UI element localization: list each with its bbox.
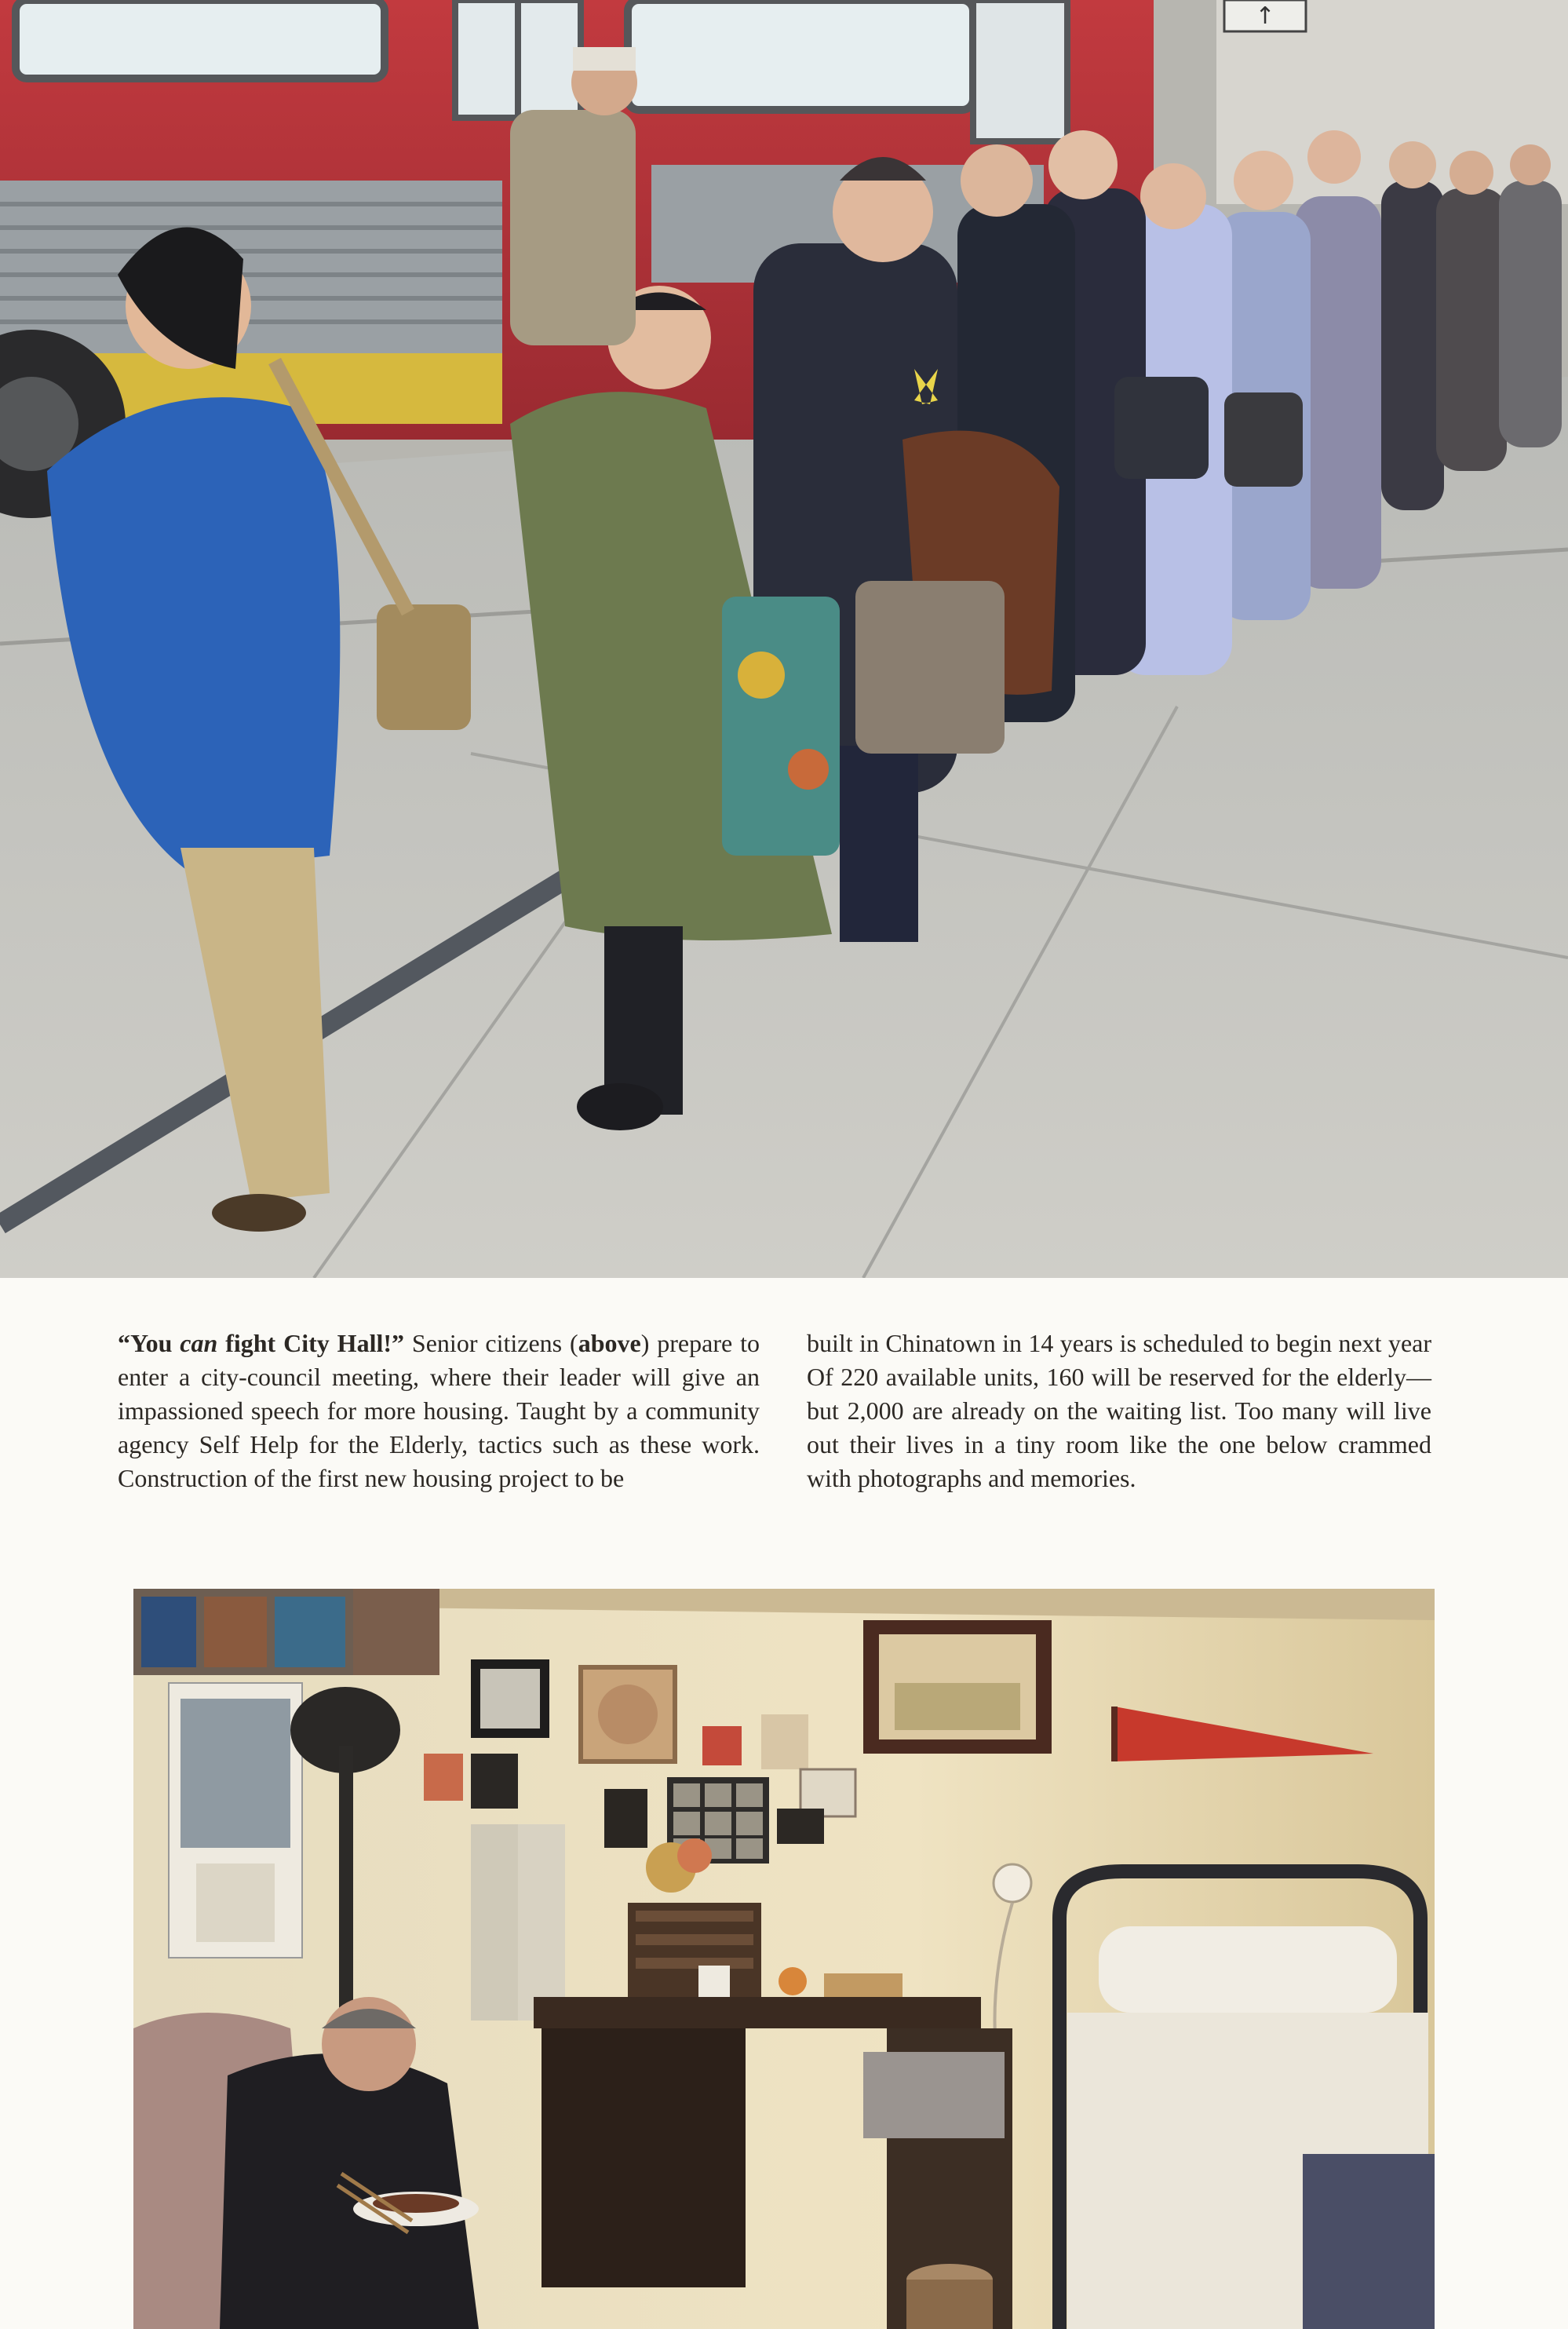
caption-paragraph-continued: built in Chinatown in 14 years is scheduled to begin next year Of 220 available units, 160 will be reserved for the elderly—but 2,000 are already on the waiting list. Too many will live out their lives in a tiny room like the one below crammed with photographs and memories. xyxy=(807,1329,1431,1492)
caption-lead-emphasis: can xyxy=(180,1329,218,1357)
bottom-photograph xyxy=(133,1589,1435,2329)
svg-text:↑: ↑ xyxy=(1255,2,1275,30)
caption-left-column xyxy=(118,1327,760,1495)
room-scene-illustration xyxy=(133,1589,1435,2329)
caption-lead-open: “You xyxy=(118,1329,181,1357)
caption-text-part-2: ) prepare to enter a city-council meeting, where their leader will give an impassioned speech for more housing. Taught by a community agency Self Help for the Elderly, tactics such as these work. Construction of the first new housing project to be xyxy=(118,1329,760,1492)
caption-paragraph xyxy=(118,1327,760,1495)
caption-lead xyxy=(118,1329,404,1357)
caption-lead-close: fight City Hall!” xyxy=(217,1329,405,1357)
caption-above-ref: above xyxy=(578,1329,641,1357)
caption-text-part-1: Senior citizens ( xyxy=(404,1329,578,1357)
caption-right-column xyxy=(807,1327,1431,1495)
